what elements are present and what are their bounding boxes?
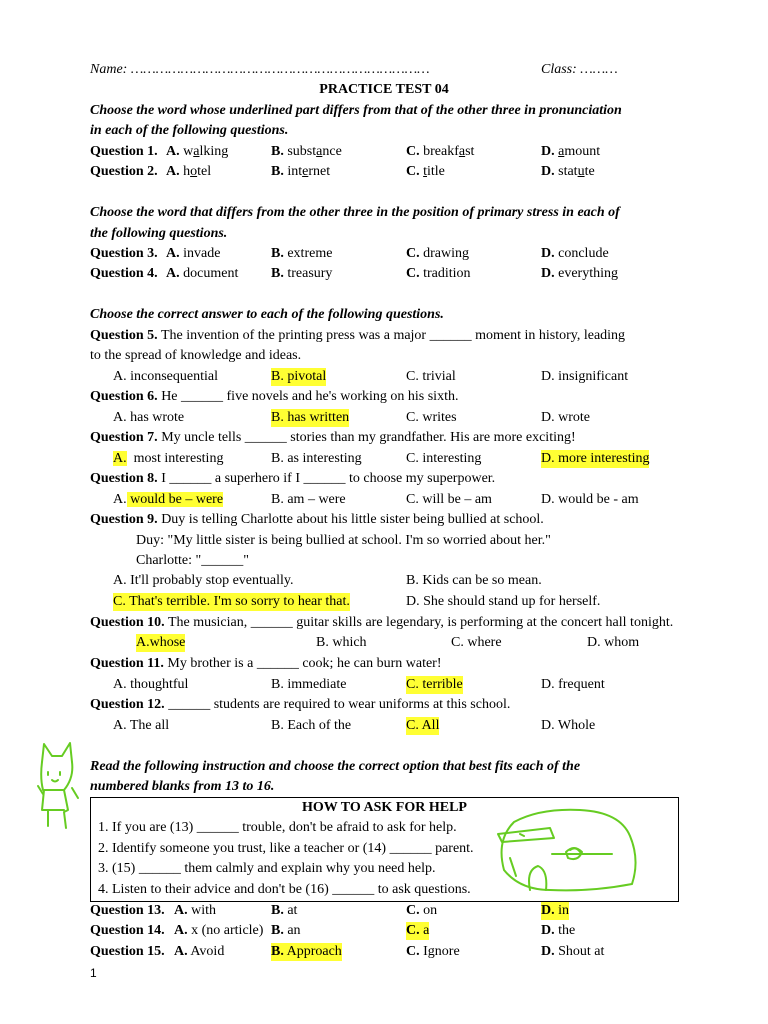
q9-option-b: B. Kids can be so mean. bbox=[406, 573, 542, 588]
q7-stem: Question 7. My uncle tells ______ stories than my grandfather. His are more exciting! bbox=[90, 430, 576, 445]
page-title: PRACTICE TEST 04 bbox=[319, 82, 449, 97]
q7-option-d-highlighted: D. more interesting bbox=[541, 451, 650, 466]
q3-option-d: D. conclude bbox=[541, 246, 609, 261]
q5-option-d: D. insignificant bbox=[541, 369, 629, 384]
q6-stem: Question 6. He ______ five novels and he's working on his sixth. bbox=[90, 389, 459, 404]
q9-stem: Question 9. Duy is telling Charlotte about his little sister being bullied at school. bbox=[90, 512, 544, 527]
q8-option-d: D. would be - am bbox=[541, 492, 639, 507]
q14-label: Question 14. bbox=[90, 923, 165, 938]
q15-option-b-highlighted: B. Approach bbox=[271, 944, 342, 959]
name-field: Name: ……………………………………………………………… bbox=[90, 62, 430, 77]
q12-option-b: B. Each of the bbox=[271, 718, 352, 733]
q1-option-a: A. walking bbox=[166, 144, 229, 159]
q12-option-d: D. Whole bbox=[541, 718, 596, 733]
q3-option-b: B. extreme bbox=[271, 246, 333, 261]
section4-instruction-line2: numbered blanks from 13 to 16. bbox=[90, 779, 275, 794]
q15-label: Question 15. bbox=[90, 944, 165, 959]
q2-option-d: D. statute bbox=[541, 164, 595, 179]
q2-option-b: B. internet bbox=[271, 164, 331, 179]
q7-option-a: A. most interesting bbox=[113, 451, 224, 466]
q10-option-b: B. which bbox=[316, 635, 367, 650]
passage-line-1: 1. If you are (13) ______ trouble, don't be afraid to ask for help. bbox=[98, 820, 457, 835]
passage-title: HOW TO ASK FOR HELP bbox=[302, 800, 467, 815]
q12-option-a: A. The all bbox=[113, 718, 170, 733]
q4-option-d: D. everything bbox=[541, 266, 618, 281]
q11-option-d: D. frequent bbox=[541, 677, 605, 692]
q9-option-d: D. She should stand up for herself. bbox=[406, 594, 601, 609]
q13-option-b: B. at bbox=[271, 903, 298, 918]
q3-label: Question 3. bbox=[90, 246, 158, 261]
q11-option-c-highlighted: C. terrible bbox=[406, 677, 463, 692]
q4-option-a: A. document bbox=[166, 266, 239, 281]
q1-option-d: D. amount bbox=[541, 144, 601, 159]
q7-option-b: B. as interesting bbox=[271, 451, 362, 466]
q4-label: Question 4. bbox=[90, 266, 158, 281]
passage-line-4: 4. Listen to their advice and don't be (16) ______ to ask questions. bbox=[98, 882, 471, 897]
passage-line-2: 2. Identify someone you trust, like a teacher or (14) ______ parent. bbox=[98, 841, 474, 856]
q5-stem-cont: to the spread of knowledge and ideas. bbox=[90, 348, 302, 363]
q15-option-c: C. Ignore bbox=[406, 944, 460, 959]
q9-option-a: A. It'll probably stop eventually. bbox=[113, 573, 294, 588]
passage-line-3: 3. (15) ______ them calmly and explain why you need help. bbox=[98, 861, 436, 876]
q13-option-c: C. on bbox=[406, 903, 438, 918]
section1-instruction-line1: Choose the word whose underlined part differs from that of the other three in pronunciation bbox=[90, 103, 622, 118]
q11-stem: Question 11. My brother is a ______ cook; he can burn water! bbox=[90, 656, 442, 671]
q13-option-a: A. with bbox=[174, 903, 217, 918]
q5-stem: Question 5. The invention of the printing press was a major ______ moment in history, leading bbox=[90, 328, 626, 343]
q5-option-a: A. inconsequential bbox=[113, 369, 218, 384]
q9-dialogue-charlotte: Charlotte: "______" bbox=[136, 553, 249, 568]
class-field: Class: ……… bbox=[541, 62, 618, 77]
q10-stem: Question 10. The musician, ______ guitar skills are legendary, is performing at the concert hall tonight. bbox=[90, 615, 674, 630]
q5-option-b-highlighted: B. pivotal bbox=[271, 369, 327, 384]
q8-option-a-highlighted: A. would be – were bbox=[113, 492, 224, 507]
q3-option-c: C. drawing bbox=[406, 246, 470, 261]
q4-option-c: C. tradition bbox=[406, 266, 471, 281]
q11-option-a: A. thoughtful bbox=[113, 677, 189, 692]
q14-option-b: B. an bbox=[271, 923, 301, 938]
q5-option-c: C. trivial bbox=[406, 369, 456, 384]
q1-label: Question 1. bbox=[90, 144, 158, 159]
q15-option-d: D. Shout at bbox=[541, 944, 605, 959]
q15-option-a: A. Avoid bbox=[174, 944, 225, 959]
q1-option-b: B. substance bbox=[271, 144, 342, 159]
q6-option-d: D. wrote bbox=[541, 410, 590, 425]
q12-stem: Question 12. ______ students are required to wear uniforms at this school. bbox=[90, 697, 511, 712]
q10-option-a-highlighted: A.whose bbox=[136, 635, 186, 650]
page-number: 1 bbox=[90, 966, 97, 980]
section4-instruction-line1: Read the following instruction and choose the correct option that best fits each of the bbox=[90, 759, 581, 774]
q10-option-c: C. where bbox=[451, 635, 502, 650]
q6-option-c: C. writes bbox=[406, 410, 457, 425]
q14-option-a: A. x (no article) bbox=[174, 923, 264, 938]
q14-option-c-highlighted: C. a bbox=[406, 923, 430, 938]
section3-instruction: Choose the correct answer to each of the following questions. bbox=[90, 307, 444, 322]
cat-doodle-icon bbox=[34, 740, 82, 832]
q6-option-b-highlighted: B. has written bbox=[271, 410, 350, 425]
q1-option-c: C. breakfast bbox=[406, 144, 475, 159]
q6-option-a: A. has wrote bbox=[113, 410, 185, 425]
section2-instruction-line1: Choose the word that differs from the other three in the position of primary stress in each of bbox=[90, 205, 620, 220]
q13-option-d-highlighted: D. in bbox=[541, 903, 570, 918]
q7-option-c: C. interesting bbox=[406, 451, 482, 466]
q8-option-c: C. will be – am bbox=[406, 492, 492, 507]
q10-option-d: D. whom bbox=[587, 635, 640, 650]
section1-instruction-line2: in each of the following questions. bbox=[90, 123, 289, 138]
q8-stem: Question 8. I ______ a superhero if I ______ to choose my superpower. bbox=[90, 471, 496, 486]
q14-option-d: D. the bbox=[541, 923, 576, 938]
q13-label: Question 13. bbox=[90, 903, 165, 918]
q12-option-c-highlighted: C. All bbox=[406, 718, 440, 733]
section2-instruction-line2: the following questions. bbox=[90, 226, 228, 241]
q4-option-b: B. treasury bbox=[271, 266, 333, 281]
q2-label: Question 2. bbox=[90, 164, 158, 179]
scribble-doodle-icon bbox=[490, 800, 650, 898]
q3-option-a: A. invade bbox=[166, 246, 221, 261]
q9-option-c-highlighted: C. That's terrible. I'm so sorry to hear that. bbox=[113, 594, 350, 609]
q2-option-a: A. hotel bbox=[166, 164, 212, 179]
q2-option-c: C. title bbox=[406, 164, 445, 179]
q9-dialogue-duy: Duy: "My little sister is being bullied at school. I'm so worried about her." bbox=[136, 533, 551, 548]
q8-option-b: B. am – were bbox=[271, 492, 346, 507]
q11-option-b: B. immediate bbox=[271, 677, 347, 692]
